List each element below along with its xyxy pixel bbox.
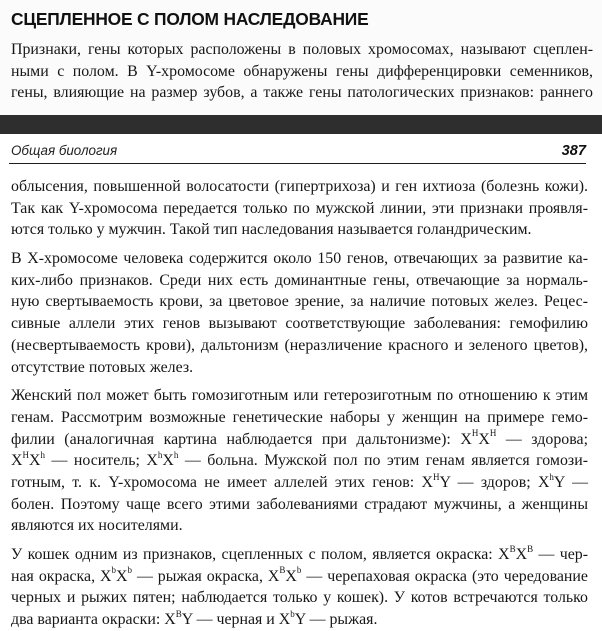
text-line: филии (аналогичная картина наблюдается при дальтонизме): $X^HX^H$ — здорова; <box>11 428 588 448</box>
text-line: болен. Поэтому чаще всего этими заболеваниями страдают мужчины, а женщины <box>11 495 588 513</box>
text-line: два варианта окраски: $X^BY$ — черная и $X^bY$ — рыжая. <box>11 608 378 629</box>
intro-paragraph <box>11 39 593 104</box>
text-line: готным, т. к. Y-хромосома не имеет аллелей этих генов: $X^HY$ — здоров; $X^hY$ — <box>11 471 588 491</box>
text-line: Так как Y-хромосома передается только по мужской линии, эти признаки проявля- <box>11 199 588 217</box>
text-line: сивные аллели этих генов вызывают соответствующие заболевания: гемофилию <box>11 315 588 333</box>
text-line: облысения, повышенной волосатости (гипертрихоза) и ген ихтиоза (болезнь кожи). <box>11 178 588 195</box>
text-line: генам. Рассмотрим возможные генетические наборы у женщин на примере гемо- <box>11 408 588 426</box>
paragraph-y-chromosome <box>11 176 588 241</box>
text-line: отсутствие потовых желез. <box>11 358 194 376</box>
text-line: У кошек одним из признаков, сцепленных с полом, является окраска: $X^BX^B$ — чер- <box>11 543 588 563</box>
text-line: В X-хромосоме человека содержится около 150 генов, отвечающих за развитие ка- <box>11 250 588 268</box>
text-line: ными с полом. В Y-хромосоме обнаружены гены дифференцировки семенников, <box>11 62 593 80</box>
paragraph-hemophilia <box>11 385 588 537</box>
text-line: (несвертываемость крови), дальтонизм (неразличение красного и зеленого цветов), <box>11 336 588 354</box>
page-separator-band <box>0 115 602 134</box>
text-line: ких-либо признаков. Среди них есть доминантные гены, отвечающие за нормаль- <box>11 271 588 289</box>
page-number: 387 <box>561 143 586 159</box>
text-line: Признаки, гены которых расположены в половых хромосомах, называют сцеплен- <box>11 41 593 58</box>
paragraph-cats <box>11 544 588 631</box>
text-line: $X^HX^h$ — носитель; $X^hX^h$ — больна. Мужской пол по этим генам является гомози- <box>11 449 588 470</box>
text-line: Женский пол может быть гомозиготным или гетерозиготным по отношению к этим <box>11 387 588 405</box>
running-header-title: Общая биология <box>11 143 118 158</box>
page-body <box>11 176 588 631</box>
text-line: ются только у мужчин. Такой тип наследования называется голандрическим. <box>11 221 532 239</box>
text-line: ная окраска, $X^bX^b$ — рыжая окраска, $X^BX^b$ — черепаховая окраска (это чередование <box>11 565 588 585</box>
paragraph-x-chromosome <box>11 248 588 378</box>
text-line: черных и рыжих пятен; наблюдается только у кошек). У котов встречаются только <box>11 589 588 607</box>
text-line: ную свертываемость крови, за цветовое зрение, за наличие потовых желез. Рецес- <box>11 293 588 311</box>
previous-page-fragment <box>0 0 602 116</box>
running-header <box>9 140 586 164</box>
text-line: являются их носителями. <box>11 517 183 535</box>
text-line: гены, влияющие на размер зубов, а также гены патологических признаков: раннего <box>11 84 593 102</box>
section-heading: СЦЕПЛЕННОЕ С ПОЛОМ НАСЛЕДОВАНИЕ <box>11 9 369 29</box>
